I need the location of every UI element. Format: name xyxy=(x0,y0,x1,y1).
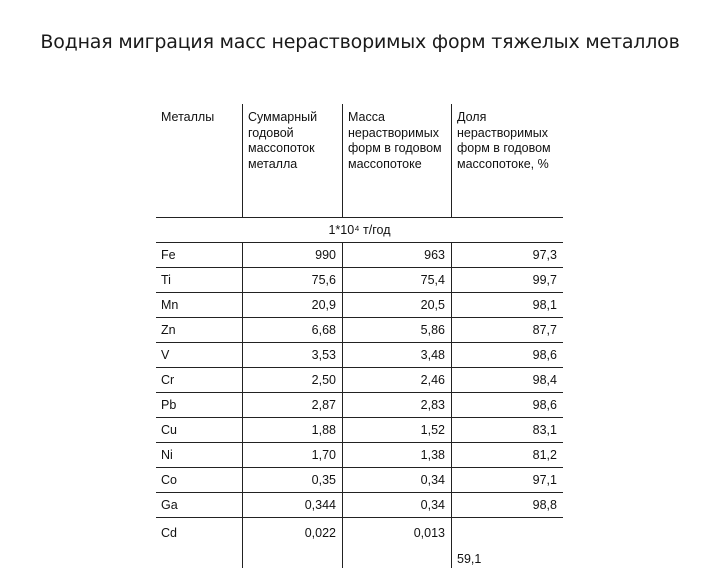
metal-name: Zn xyxy=(156,318,243,343)
header-insoluble-share: Доля нерастворимых форм в годовом массопотоке, % xyxy=(452,104,564,218)
header-total-flow: Суммарный годовой массопоток металла xyxy=(243,104,343,218)
table-unit-row xyxy=(156,218,563,243)
table-row xyxy=(156,518,563,568)
table-row xyxy=(156,443,563,468)
table-row xyxy=(156,343,563,368)
insoluble-mass-value: 2,83 xyxy=(343,393,452,418)
insoluble-share-value: 98,6 xyxy=(452,343,564,368)
insoluble-share-value: 97,3 xyxy=(452,243,564,268)
insoluble-share-value: 59,1 xyxy=(452,518,564,568)
table-row xyxy=(156,318,563,343)
metal-name: V xyxy=(156,343,243,368)
metals-table xyxy=(156,104,563,568)
metal-name: Mn xyxy=(156,293,243,318)
total-flow-value: 2,50 xyxy=(243,368,343,393)
table-header-row xyxy=(156,104,563,218)
insoluble-mass-value: 5,86 xyxy=(343,318,452,343)
insoluble-mass-value: 20,5 xyxy=(343,293,452,318)
total-flow-value: 0,344 xyxy=(243,493,343,518)
metal-name: Cu xyxy=(156,418,243,443)
insoluble-mass-value: 3,48 xyxy=(343,343,452,368)
total-flow-value: 3,53 xyxy=(243,343,343,368)
table-row xyxy=(156,268,563,293)
table-row xyxy=(156,293,563,318)
metal-name: Ti xyxy=(156,268,243,293)
insoluble-share-value: 98,1 xyxy=(452,293,564,318)
insoluble-mass-value: 1,52 xyxy=(343,418,452,443)
table-row xyxy=(156,243,563,268)
header-insoluble-mass: Масса нерастворимых форм в годовом массопотоке xyxy=(343,104,452,218)
metal-name: Ni xyxy=(156,443,243,468)
total-flow-value: 1,88 xyxy=(243,418,343,443)
insoluble-mass-value: 0,34 xyxy=(343,493,452,518)
table-row xyxy=(156,368,563,393)
table-row xyxy=(156,493,563,518)
table-row xyxy=(156,418,563,443)
insoluble-mass-value: 1,38 xyxy=(343,443,452,468)
insoluble-share-value: 99,7 xyxy=(452,268,564,293)
total-flow-value: 75,6 xyxy=(243,268,343,293)
page-title: Водная миграция масс нерастворимых форм тяжелых металлов xyxy=(0,31,720,53)
table-row xyxy=(156,393,563,418)
total-flow-value: 990 xyxy=(243,243,343,268)
insoluble-mass-value: 963 xyxy=(343,243,452,268)
insoluble-mass-value: 0,34 xyxy=(343,468,452,493)
total-flow-value: 0,35 xyxy=(243,468,343,493)
total-flow-value: 2,87 xyxy=(243,393,343,418)
table-row xyxy=(156,468,563,493)
header-metals: Металлы xyxy=(156,104,243,218)
insoluble-mass-value: 0,013 xyxy=(343,518,452,568)
insoluble-mass-value: 75,4 xyxy=(343,268,452,293)
metal-name: Cr xyxy=(156,368,243,393)
metal-name: Co xyxy=(156,468,243,493)
total-flow-value: 0,022 xyxy=(243,518,343,568)
total-flow-value: 1,70 xyxy=(243,443,343,468)
insoluble-share-value: 98,4 xyxy=(452,368,564,393)
total-flow-value: 6,68 xyxy=(243,318,343,343)
total-flow-value: 20,9 xyxy=(243,293,343,318)
unit-label: 1*10⁴ т/год xyxy=(156,218,563,243)
insoluble-share-value: 98,6 xyxy=(452,393,564,418)
metal-name: Cd xyxy=(156,518,243,568)
metal-name: Pb xyxy=(156,393,243,418)
metal-name: Fe xyxy=(156,243,243,268)
insoluble-share-value: 98,8 xyxy=(452,493,564,518)
insoluble-share-value: 81,2 xyxy=(452,443,564,468)
insoluble-share-value: 83,1 xyxy=(452,418,564,443)
metal-name: Ga xyxy=(156,493,243,518)
insoluble-share-value: 87,7 xyxy=(452,318,564,343)
insoluble-mass-value: 2,46 xyxy=(343,368,452,393)
insoluble-share-value: 97,1 xyxy=(452,468,564,493)
